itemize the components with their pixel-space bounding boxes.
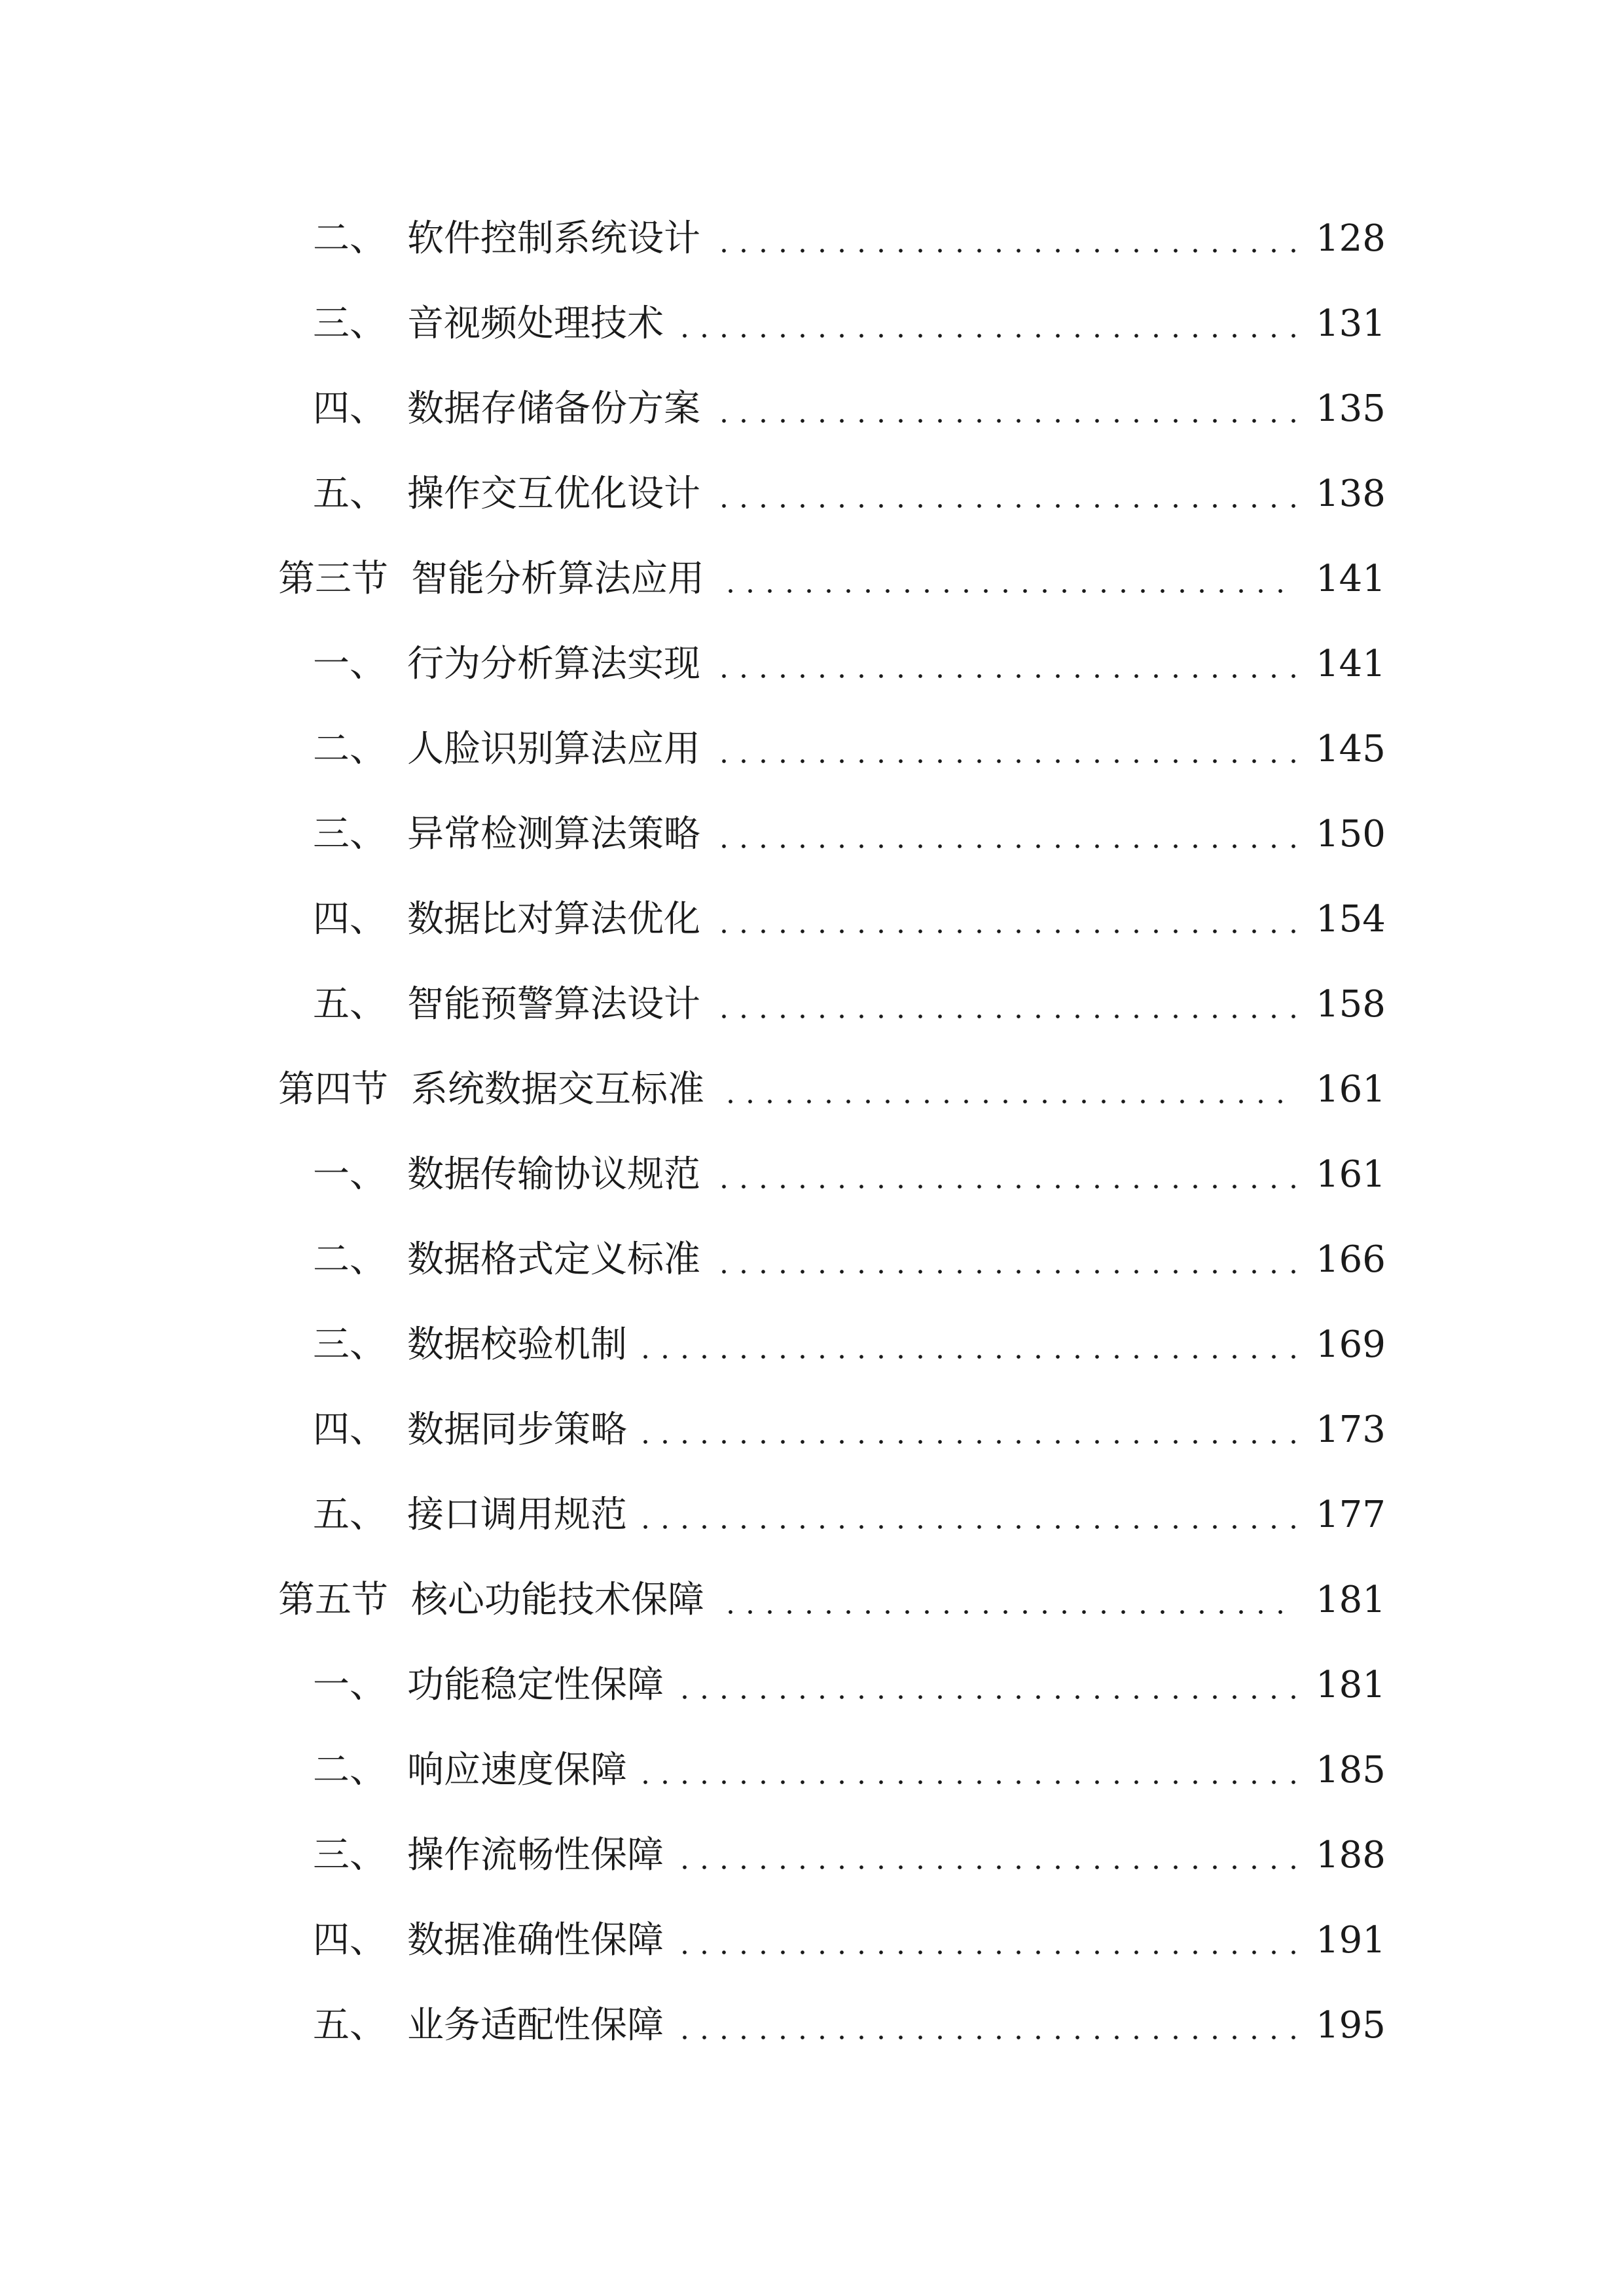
toc-entry-page-number: 195 [1316,2001,1379,2050]
toc-entry-page-number: 177 [1316,1491,1379,1539]
toc-entry-number: 四、 [313,895,386,944]
dot-leader [676,1694,1303,1700]
toc-entry-page-number: 141 [1316,555,1379,603]
toc-entry-number: 四、 [313,385,386,433]
toc-entry-number: 五、 [313,2001,386,2050]
toc-entry-number: 一、 [313,1661,386,1710]
dot-leader [712,843,1303,850]
dot-leader [712,247,1303,254]
toc-entry-title: 行为分析算法实现 [407,640,700,689]
toc-entry-title: 数据同步策略 [407,1406,627,1454]
toc-entry-page-number: 138 [1316,470,1379,518]
toc-entry[interactable] [0,962,1624,1047]
toc-entry-page-number: 191 [1316,1916,1379,1965]
toc-entry-number: 四、 [313,1406,386,1454]
dot-leader [716,1098,1290,1105]
toc-entry-number: 二、 [313,1746,386,1795]
toc-entry-title: 数据比对算法优化 [407,895,700,944]
toc-section-entry[interactable] [0,1558,1624,1643]
dot-leader [712,928,1303,935]
toc-entry[interactable] [0,1898,1624,1983]
toc-entry-page-number: 154 [1316,895,1379,944]
toc-entry-page-number: 188 [1316,1831,1379,1880]
toc-entry[interactable] [0,1388,1624,1473]
toc-entry[interactable] [0,707,1624,792]
toc-entry-number: 五、 [313,470,386,518]
dot-leader [676,1949,1303,1956]
toc-entry-page-number: 150 [1316,810,1379,859]
dot-leader [716,588,1290,594]
toc-entry-page-number: 141 [1316,640,1379,689]
toc-entry-title: 业务适配性保障 [407,2001,664,2050]
toc-entry-page-number: 145 [1316,725,1379,774]
dot-leader [676,2034,1303,2041]
toc-entry-number: 五、 [313,1491,386,1539]
toc-entry-page-number: 158 [1316,980,1379,1029]
toc-entry-title: 数据准确性保障 [407,1916,664,1965]
toc-entry-title: 智能预警算法设计 [407,980,700,1029]
toc-entry-number: 三、 [313,1321,386,1369]
toc-entry-number: 一、 [313,1151,386,1199]
toc-entry-title: 系统数据交互标准 [411,1066,704,1114]
dot-leader [712,1013,1303,1020]
toc-entry[interactable] [0,367,1624,452]
toc-entry[interactable] [0,622,1624,707]
toc-entry-page-number: 185 [1316,1746,1379,1795]
dot-leader [676,332,1303,339]
toc-entry-page-number: 169 [1316,1321,1379,1369]
toc-entry-number: 三、 [313,300,386,348]
dot-leader [712,1183,1303,1190]
dot-leader [712,418,1303,424]
toc-entry-title: 异常检测算法策略 [407,810,700,859]
toc-entry[interactable] [0,1813,1624,1898]
dot-leader [676,1864,1303,1871]
dot-leader [639,1354,1303,1360]
dot-leader [716,1609,1290,1615]
dot-leader [639,1439,1303,1445]
toc-entry-number: 一、 [313,640,386,689]
toc-entry-title: 数据存储备份方案 [407,385,700,433]
toc-entry-page-number: 166 [1316,1236,1379,1284]
toc-entry-page-number: 135 [1316,385,1379,433]
toc-entry-title: 数据格式定义标准 [407,1236,700,1284]
toc-entry-page-number: 161 [1316,1151,1379,1199]
toc-entry[interactable] [0,877,1624,962]
toc-entry-number: 二、 [313,1236,386,1284]
toc-entry-title: 功能稳定性保障 [407,1661,664,1710]
toc-entry-title: 核心功能技术保障 [411,1576,704,1624]
toc-entry[interactable] [0,1728,1624,1813]
toc-entry-number: 二、 [313,725,386,774]
toc-entry-title: 音视频处理技术 [407,300,664,348]
dot-leader [712,503,1303,509]
dot-leader [712,673,1303,679]
toc-entry[interactable] [0,1473,1624,1558]
dot-leader [712,758,1303,764]
dot-leader [639,1524,1303,1530]
toc-entry[interactable] [0,1132,1624,1217]
toc-section-entry[interactable] [0,1047,1624,1132]
dot-leader [712,1268,1303,1275]
toc-entry-page-number: 181 [1316,1661,1379,1710]
toc-entry-number: 四、 [313,1916,386,1965]
toc-entry-title: 操作流畅性保障 [407,1831,664,1880]
toc-entry-title: 数据传输协议规范 [407,1151,700,1199]
toc-entry-title: 响应速度保障 [407,1746,627,1795]
toc-entry-number: 二、 [313,215,386,263]
toc-entry[interactable] [0,1217,1624,1302]
toc-entry-number: 第五节 [278,1576,388,1624]
toc-entry[interactable] [0,196,1624,281]
toc-entry-number: 三、 [313,1831,386,1880]
toc-entry-page-number: 173 [1316,1406,1379,1454]
toc-entry-title: 软件控制系统设计 [407,215,700,263]
toc-entry[interactable] [0,1643,1624,1728]
toc-entry-title: 接口调用规范 [407,1491,627,1539]
toc-entry-page-number: 131 [1316,300,1379,348]
toc-section-entry[interactable] [0,537,1624,622]
toc-entry-title: 操作交互优化设计 [407,470,700,518]
toc-entry[interactable] [0,792,1624,877]
toc-entry[interactable] [0,1983,1624,2068]
table-of-contents [0,196,1624,2068]
toc-entry[interactable] [0,281,1624,367]
dot-leader [639,1779,1303,1785]
toc-entry-page-number: 161 [1316,1066,1379,1114]
toc-entry-page-number: 181 [1316,1576,1379,1624]
toc-entry[interactable] [0,452,1624,537]
toc-entry-number: 第四节 [278,1066,388,1114]
toc-entry-title: 智能分析算法应用 [411,555,704,603]
toc-entry[interactable] [0,1302,1624,1388]
toc-entry-title: 人脸识别算法应用 [407,725,700,774]
toc-entry-number: 第三节 [278,555,388,603]
toc-entry-title: 数据校验机制 [407,1321,627,1369]
toc-entry-number: 三、 [313,810,386,859]
toc-entry-page-number: 128 [1316,215,1379,263]
toc-entry-number: 五、 [313,980,386,1029]
